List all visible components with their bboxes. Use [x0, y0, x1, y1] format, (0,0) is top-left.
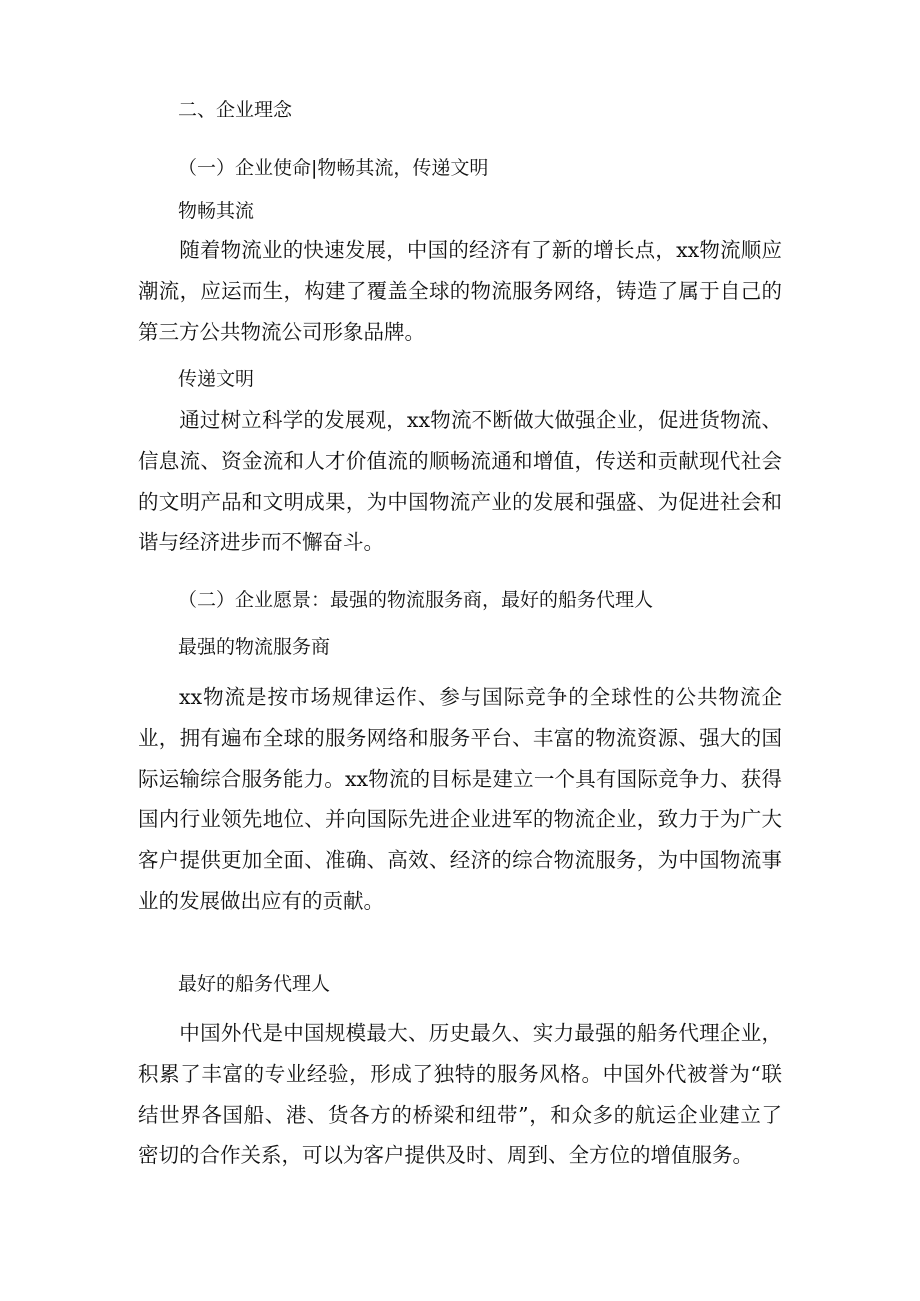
- mission-heading: （一）企业使命|物畅其流，传递文明: [178, 157, 489, 179]
- vision-paragraph-shipping: [138, 1013, 782, 1176]
- vision-subtitle-shipping: 最好的船务代理人: [178, 973, 331, 995]
- mission-paragraph-flow: [138, 230, 782, 352]
- vision-paragraph-logistics: [138, 677, 782, 922]
- mission-subtitle-flow: 物畅其流: [178, 200, 255, 222]
- vision-paragraph-logistics-text: xx物流是按市场规律运作、参与国际竞争的全球性的公共物流企业，拥有遍布全球的服务网络和服务平台、丰富的物流资源、强大的国际运输综合服务能力。xx物流的目标是建立一个具有国际竞争力、获得国内行业领先地位、并向国际先进企业进军的物流企业，致力于为广大客户提供更加全面、准确、高效、经济的综合物流服务，为中国物流事业的发展做出应有的贡献。: [138, 685, 782, 913]
- vision-paragraph-shipping-text: 中国外代是中国规模最大、历史最久、实力最强的船务代理企业，积累了丰富的专业经验，形成了独特的服务风格。中国外代被誉为“联结世界各国船、港、货各方的桥梁和纽带”，和众多的航运企业建立了密切的合作关系，可以为客户提供及时、周到、全方位的增值服务。: [138, 1021, 782, 1168]
- vision-heading: （二）企业愿景：最强的物流服务商，最好的船务代理人: [178, 589, 654, 611]
- section-title: 二、企业理念: [178, 99, 293, 121]
- mission-paragraph-civilization: [138, 400, 782, 563]
- mission-paragraph-civilization-text: 通过树立科学的发展观，xx物流不断做大做强企业，促进货物流、信息流、资金流和人才价值流的顺畅流通和增值，传送和贡献现代社会的文明产品和文明成果，为中国物流产业的发展和强盛、为促进社会和谐与经济进步而不懈奋斗。: [138, 408, 782, 555]
- vision-subtitle-logistics: 最强的物流服务商: [178, 636, 331, 658]
- mission-paragraph-flow-text: 随着物流业的快速发展，中国的经济有了新的增长点，xx物流顺应潮流，应运而生，构建了覆盖全球的物流服务网络，铸造了属于自己的第三方公共物流公司形象品牌。: [138, 238, 782, 344]
- mission-subtitle-civilization: 传递文明: [178, 368, 255, 390]
